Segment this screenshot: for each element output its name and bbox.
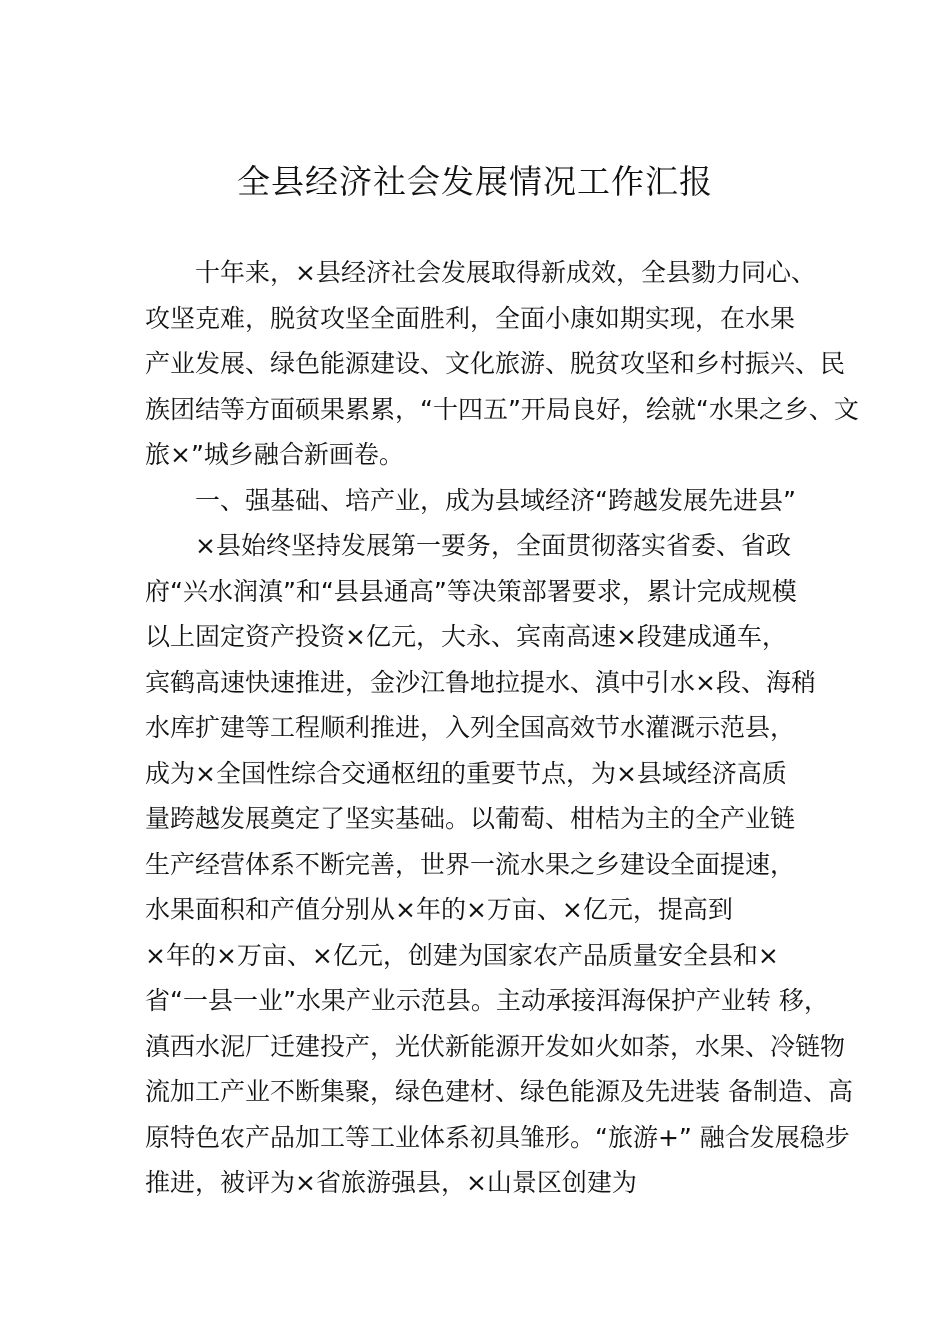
document-title: 全县经济社会发展情况工作汇报 xyxy=(237,162,713,201)
paragraph-line: 原特色农产品加工等工业体系初具雏形。“旅游+” 融合发展稳步 xyxy=(145,1122,850,1152)
paragraph-line: 滇西水泥厂迁建投产，光伏新能源开发如火如荼，水果、冷链物 xyxy=(145,1031,846,1061)
paragraph-line: 推进，被评为×省旅游强县，×山景区创建为 xyxy=(145,1168,637,1197)
paragraph-line: 量跨越发展奠定了坚实基础。以葡萄、柑桔为主的全产业链 xyxy=(145,804,796,833)
paragraph-line: 旅×”城乡融合新画卷。 xyxy=(145,440,404,469)
paragraph-line: 十年来，×县经济社会发展取得新成效，全县勠力同心、 xyxy=(195,258,816,287)
paragraph-line: ×县始终坚持发展第一要务，全面贯彻落实省委、省政 xyxy=(195,531,791,560)
paragraph-line: ×年的×万亩、×亿元，创建为国家农产品质量安全县和× xyxy=(145,940,779,970)
paragraph-line: 族团结等方面硕果累累，“十四五”开局良好，绘就“水果之乡、文 xyxy=(145,394,859,424)
paragraph-line: 攻坚克难，脱贫攻坚全面胜利，全面小康如期实现，在水果 xyxy=(145,303,796,333)
paragraph-line: 府“兴水润滇”和“县县通高”等决策部署要求，累计完成规模 xyxy=(145,576,797,606)
paragraph-line: 成为×全国性综合交通枢纽的重要节点，为×县域经济高质 xyxy=(145,758,787,788)
paragraph-line: 水果面积和产值分别从×年的×万亩、×亿元，提高到 xyxy=(145,895,733,924)
paragraph-line: 宾鹤高速快速推进，金沙江鲁地拉提水、滇中引水×段、海稍 xyxy=(145,667,816,697)
paragraph-line: 以上固定资产投资×亿元，大永、宾南高速×段建成通车， xyxy=(145,622,787,651)
paragraph-line: 省“一县一业”水果产业示范县。主动承接洱海保护产业转 移， xyxy=(145,986,829,1015)
document-body xyxy=(145,250,859,1206)
paragraph-line: 水库扩建等工程顺利推进，入列全国高效节水灌溉示范县， xyxy=(145,713,796,742)
paragraph-line: 生产经营体系不断完善，世界一流水果之乡建设全面提速， xyxy=(145,849,796,879)
paragraph-line: 产业发展、绿色能源建设、文化旅游、脱贫攻坚和乡村振兴、民 xyxy=(145,349,846,378)
section-heading: 一、强基础、培产业，成为县域经济“跨越发展先进县” xyxy=(195,485,796,515)
paragraph-line: 流加工产业不断集聚，绿色建材、绿色能源及先进装 备制造、高 xyxy=(145,1077,853,1106)
